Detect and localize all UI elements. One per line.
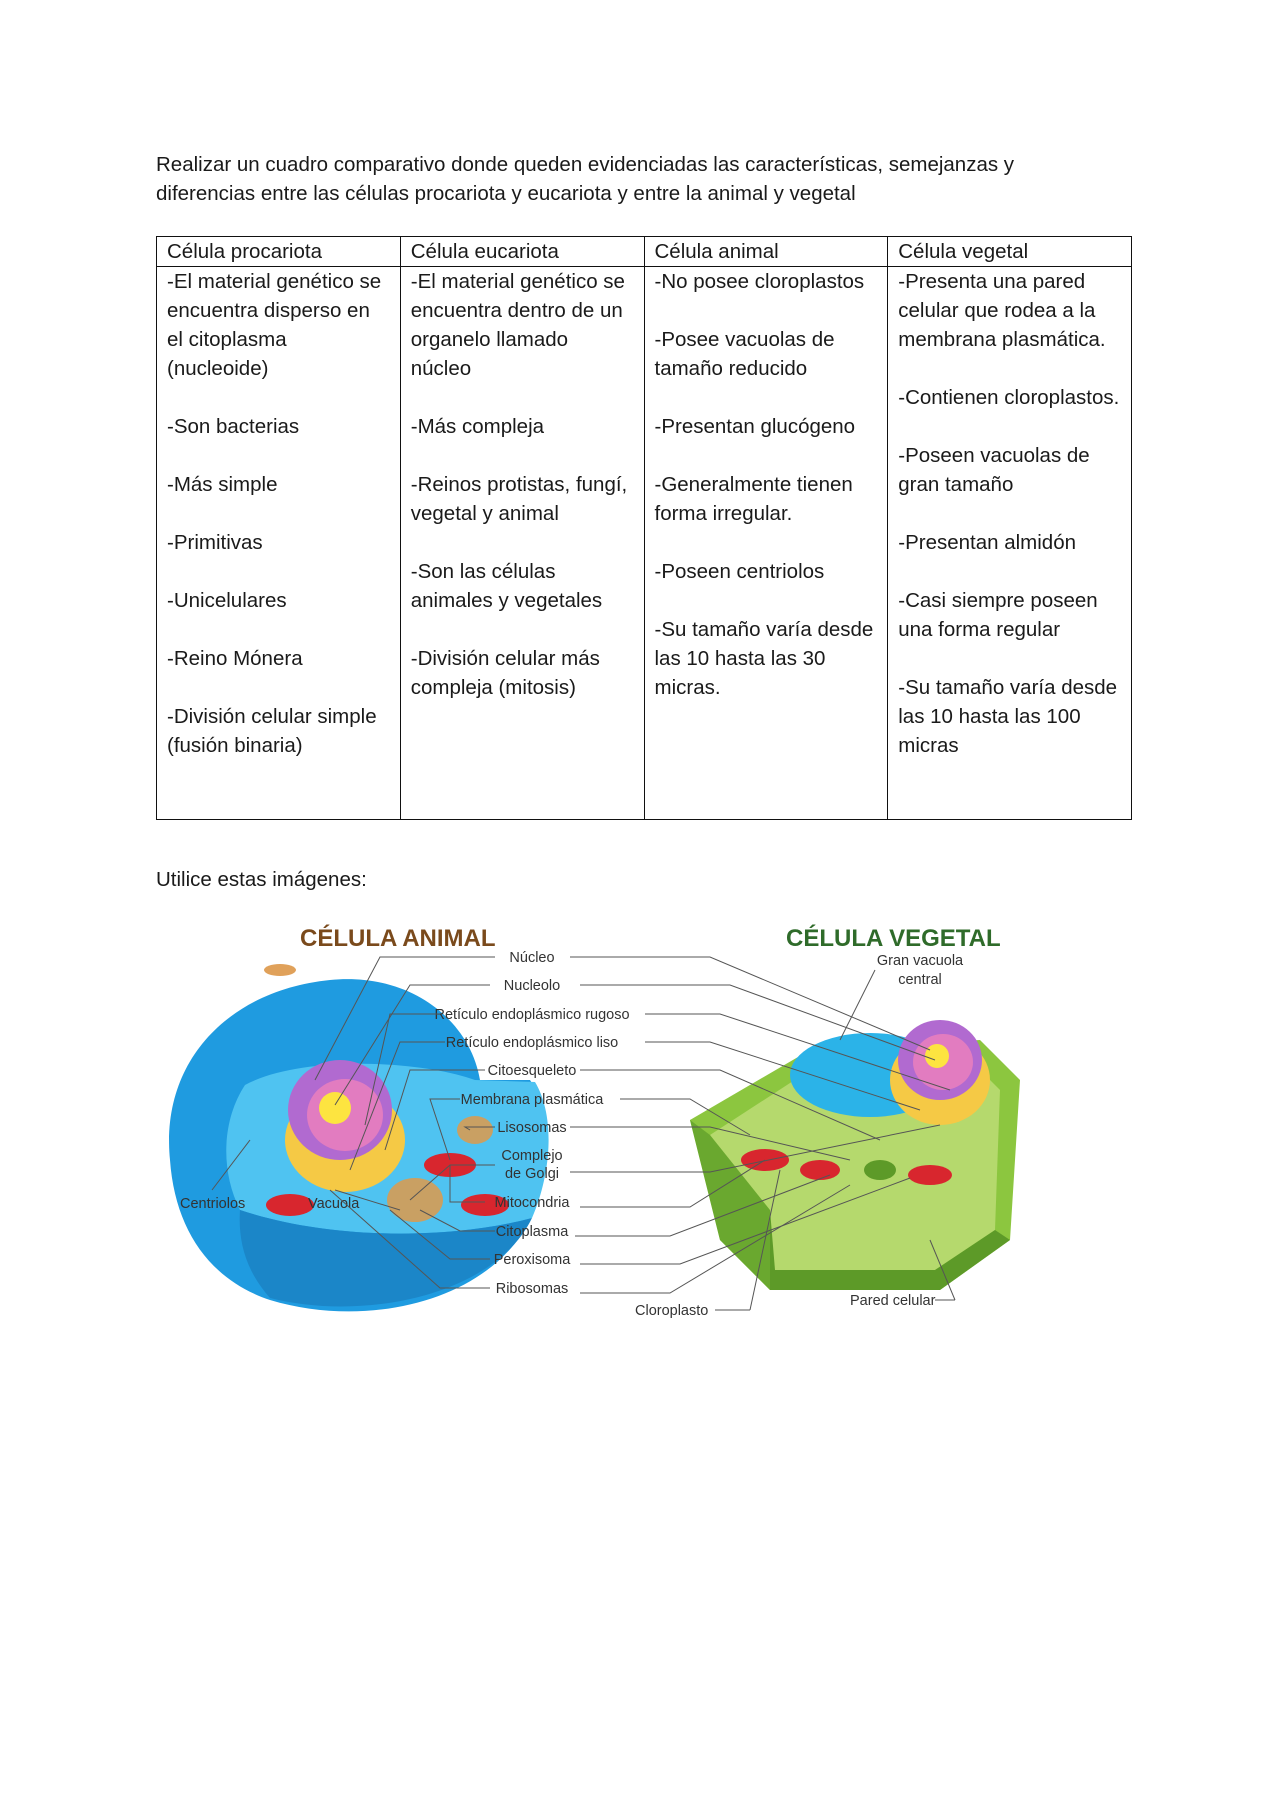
label-lisosomas: Lisosomas [497,1120,567,1136]
label-gran-vacuola-2: central [898,972,942,988]
header-procariota: Célula procariota [157,237,401,267]
nucleolus-shape [319,1092,351,1124]
mitochondrion-shape [266,1194,314,1216]
label-nucleo: Núcleo [509,950,555,966]
label-mitocondria: Mitocondria [494,1195,570,1211]
list-item: -Posee vacuolas de tamaño reducido [654,328,835,380]
label-pared-celular: Pared celular [850,1293,936,1309]
list-item: -Generalmente tienen forma irregular. [654,473,853,525]
label-membrana: Membrana plasmática [460,1092,604,1108]
list-item: -Primitivas [167,531,263,554]
header-eucariota: Célula eucariota [400,237,644,267]
plant-cell-illustration [690,1020,1020,1290]
list-item: -División celular simple (fusión binaria) [167,705,377,757]
label-vacuola: Vacuola [308,1196,360,1212]
list-item: -Son bacterias [167,415,300,438]
list-item: -Presenta una pared celular que rodea a la membrana plasmática. [898,270,1106,351]
header-animal: Célula animal [644,237,888,267]
list-item: -El material genético se encuentra dentro de un organelo llamado núcleo [410,270,625,380]
list-item: -Más compleja [410,415,545,438]
list-item: -No posee cloroplastos [654,270,865,293]
list-item: -Reinos protistas, fungí, vegetal y animal [410,473,628,525]
label-citoesqueleto: Citoesqueleto [487,1063,577,1079]
cell-procariota [157,267,401,820]
label-nucleolo: Nucleolo [503,978,561,994]
list-item: -Su tamaño varía desde las 10 hasta las 30 micras. [654,618,874,699]
intro-line-2: diferencias entre las células procariota y eucariota y entre la animal y vegetal [156,182,856,205]
list-item: -Presentan almidón [898,531,1077,554]
list-item: -Casi siempre poseen una forma regular [898,589,1098,641]
chloroplast-shape [864,1160,896,1180]
list-item: -Unicelulares [167,589,287,612]
list-item: -Poseen centriolos [654,560,825,583]
plant-cell-title: CÉLULA VEGETAL [786,925,1001,952]
list-item: -Contienen cloroplastos. [898,386,1120,409]
list-item: -El material genético se encuentra disperso en el citoplasma (nucleoide) [167,270,382,380]
intro-text [156,150,1116,208]
cell-animal [644,267,888,820]
list-item: -Más simple [167,473,278,496]
cell-diagram [150,910,1130,1430]
table-row [157,267,1132,820]
list-item: -Reino Mónera [167,647,303,670]
list-item: -Su tamaño varía desde las 10 hasta las 100 micras [898,676,1118,757]
label-reticulo-rugoso: Retículo endoplásmico rugoso [434,1007,630,1023]
table-header-row [157,237,1132,267]
list-item: -Son las células animales y vegetales [410,560,603,612]
label-peroxisoma: Peroxisoma [493,1252,571,1268]
comparison-table [156,236,1132,820]
animal-cell-title: CÉLULA ANIMAL [300,925,496,952]
label-centriolos: Centriolos [180,1196,246,1212]
label-cloroplasto: Cloroplasto [635,1303,709,1319]
cell-vegetal [888,267,1132,820]
list-item: -Poseen vacuolas de gran tamaño [898,444,1090,496]
intro-line-1: Realizar un cuadro comparativo donde queden evidenciadas las características, semejanzas y [156,153,1015,176]
label-ribosomas: Ribosomas [495,1281,569,1297]
list-item: -División celular más compleja (mitosis) [410,647,600,699]
label-reticulo-liso: Retículo endoplásmico liso [445,1035,619,1051]
cell-eucariota [400,267,644,820]
label-gran-vacuola-1: Gran vacuola [876,953,964,969]
label-citoplasma: Citoplasma [495,1224,569,1240]
label-complejo: Complejo [501,1148,563,1164]
list-item: -Presentan glucógeno [654,415,856,438]
use-images-text: Utilice estas imágenes: [156,868,367,891]
header-vegetal: Célula vegetal [888,237,1132,267]
vacuole-shape [387,1178,443,1222]
label-golgi: de Golgi [504,1166,560,1182]
